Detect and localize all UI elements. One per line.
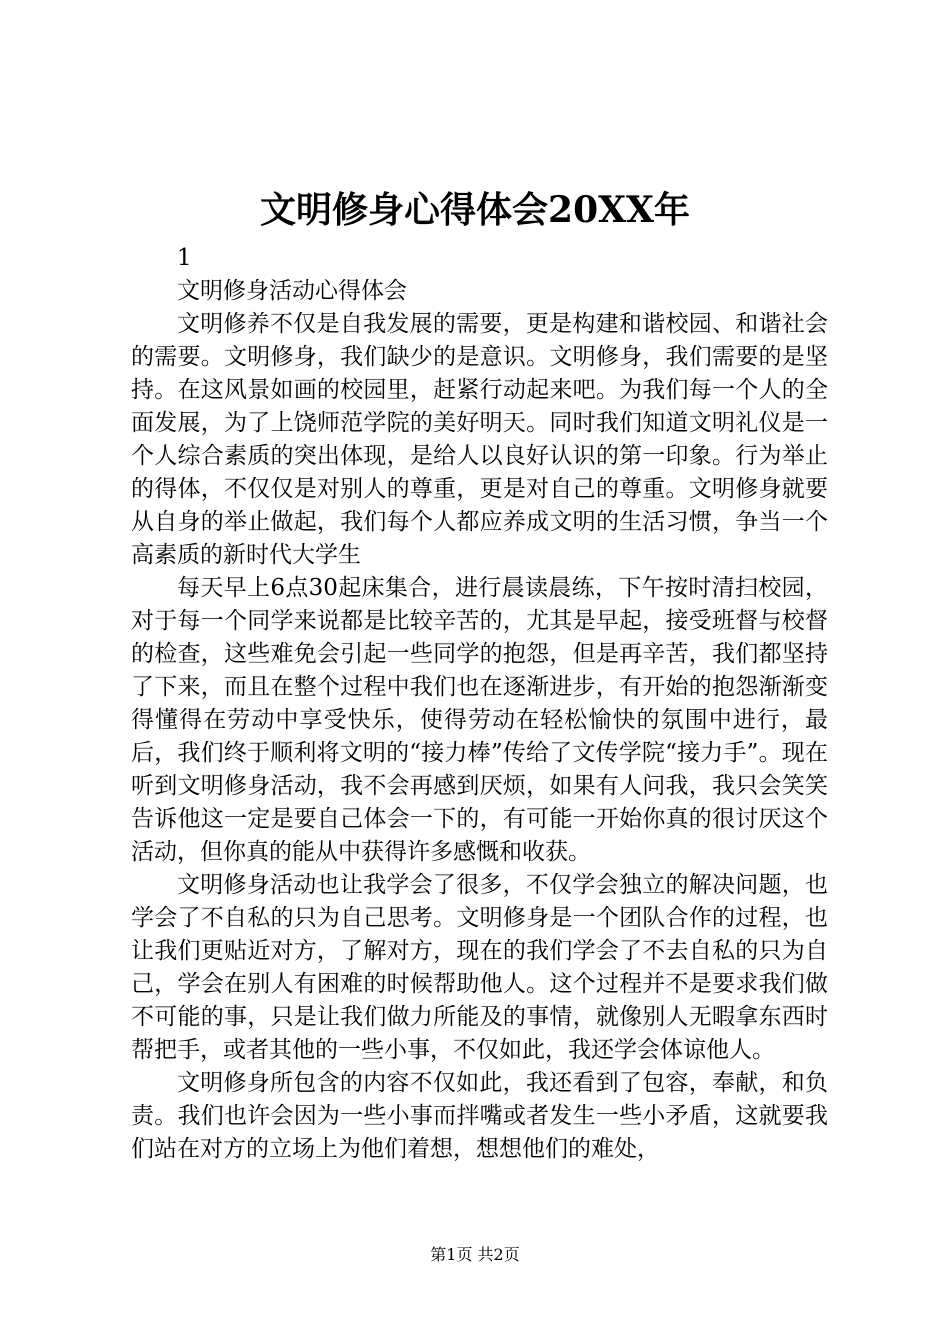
paragraph: 每天早上6点30起床集合，进行晨读晨练，下午按时清扫校园，对于每一个同学来说都是比较辛苦的，尤其是早起，接受班督与校督的检查，这些难免会引起一些同学的抱怨，但是再辛苦，我们都坚持了下来，而且在整个过程中我们也在逐渐进步，有开始的抱怨渐渐变得懂得在劳动中享受快乐，使得劳动在轻松愉快的氛围中进行，最后，我们终于顺利将文明的“接力棒”传给了文传学院“接力手”。现在听到文明修身活动，我不会再感到厌烦，如果有人问我，我只会笑笑告诉他这一定是要自己体会一下的，有可能一开始你真的很讨厌这个活动，但你真的能从中获得许多感慨和收获。 — [131, 575, 828, 865]
section-number: 1 — [177, 245, 192, 271]
paragraph: 文明修身活动也让我学会了很多，不仅学会独立的解决问题，也学会了不自私的只为自己思考。文明修身是一个团队合作的过程，也让我们更贴近对方，了解对方，现在的我们学会了不去自私的只为自己，学会在别人有困难的时候帮助他人。这个过程并不是要求我们做不可能的事，只是让我们做力所能及的事情，就像别人无暇拿东西时帮把手，或者其他的一些小事，不仅如此，我还学会体谅他人。 — [131, 872, 828, 1063]
paragraph: 文明修养不仅是自我发展的需要，更是构建和谐校园、和谐社会的需要。文明修身，我们缺少的是意识。文明修身，我们需要的是坚持。在这风景如画的校园里，赶紧行动起来吧。为我们每一个人的全面发展，为了上饶师范学院的美好明天。同时我们知道文明礼仪是一个人综合素质的突出体现，是给人以良好认识的第一印象。行为举止的得体，不仅仅是对别人的尊重，更是对自己的尊重。文明修身就要从自身的举止做起，我们每个人都应养成文明的生活习惯，争当一个高素质的新时代大学生 — [131, 311, 828, 568]
section-subtitle: 文明修身活动心得体会 — [177, 278, 407, 304]
paragraph: 文明修身所包含的内容不仅如此，我还看到了包容，奉献，和负责。我们也许会因为一些小事而拌嘴或者发生一些小矛盾，这就要我们站在对方的立场上为他们着想，想想他们的难处， — [131, 1070, 828, 1162]
document-title: 文明修身心得体会20XX年 — [260, 189, 690, 231]
page-footer: 第1页 共2页 — [430, 1245, 520, 1264]
document-body — [131, 242, 828, 1166]
